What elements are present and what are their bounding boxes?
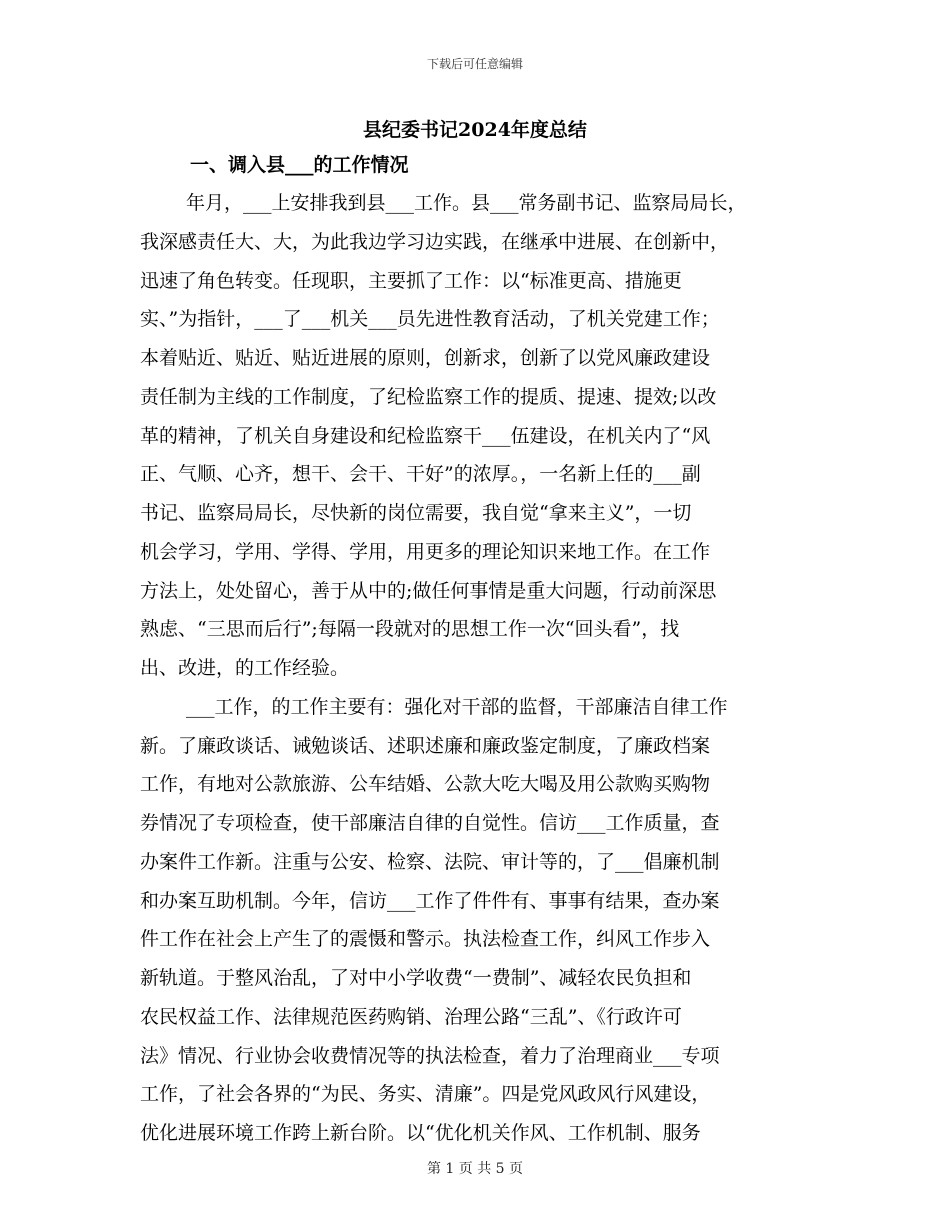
- body-line: 办案件工作新。注重与公安、检察、法院、审计等的，了___倡廉机制: [140, 850, 720, 873]
- body-line: 工作，了社会各界的“为民、务实、清廉”。四是党风政风行风建设，: [140, 1083, 711, 1106]
- header-note: 下载后可任意编辑: [426, 57, 523, 71]
- body-line: 机会学习，学用、学得、学用，用更多的理论知识来地工作。在工作: [140, 540, 711, 563]
- body-line: 迅速了角色转变。任现职，主要抓了工作：以“标准更高、措施更: [140, 269, 682, 292]
- body-line: 责任制为主线的工作制度，了纪检监察工作的提质、提速、提效;以改: [140, 385, 717, 408]
- body-line: 农民权益工作、法律规范医药购销、治理公路“三乱”、《行政许可: [140, 1005, 682, 1028]
- body-line: 革的精神，了机关自身建设和纪检监察干___伍建设，在机关内了“风: [140, 424, 711, 447]
- section-heading: 一、调入县___的工作情况: [190, 154, 409, 176]
- body-line: 熟虑、“三思而后行”;每隔一段就对的思想工作一次“回头看”，找: [140, 618, 680, 641]
- body-line: 券情况了专项检查，使干部廉洁自律的自觉性。信访___工作质量，查: [140, 812, 720, 834]
- body-line: 和办案互助机制。今年，信访___工作了件件有、事事有结果，查办案: [140, 889, 720, 912]
- body-line: 法》情况、行业协会收费情况等的执法检查，着力了治理商业___专项: [140, 1044, 720, 1067]
- body-line: 正、气顺、心齐，想干、会干、干好”的浓厚。，一名新上任的___副: [140, 463, 701, 486]
- body-line: 新轨道。于整风治乱，了对中小学收费“一费制”、减轻农民负担和: [140, 967, 692, 989]
- body-line: 书记、监察局局长，尽快新的岗位需要，我自觉“拿来主义”，一切: [140, 502, 692, 524]
- body-line: 件工作在社会上产生了的震慑和警示。执法检查工作，纠风工作步入: [140, 928, 711, 951]
- body-line: 方法上，处处留心，善于从中的;做任何事情是重大问题，行动前深思: [140, 579, 717, 602]
- body-line: 年月，___上安排我到县___工作。县___常务副书记、监察局局长，: [186, 192, 747, 214]
- body-line: 优化进展环境工作跨上新台阶。以“优化机关作风、工作机制、服务: [140, 1122, 701, 1144]
- document-title: 县纪委书记2024年度总结: [363, 119, 587, 141]
- body-line: ___工作，的工作主要有：强化对干部的监督，干部廉洁自律工作: [186, 695, 728, 718]
- body-line: 本着贴近、贴近、贴近进展的原则，创新求，创新了以党风廉政建设: [140, 347, 711, 369]
- body-line: 新。了廉政谈话、诫勉谈话、述职述廉和廉政鉴定制度，了廉政档案: [140, 734, 711, 757]
- body-line: 出、改进，的工作经验。: [140, 657, 350, 679]
- body-line: 实、”为指针，___了___机关___员先进性教育活动，了机关党建工作；: [140, 308, 720, 331]
- page-footer: 第 1 页 共 5 页: [426, 1161, 524, 1177]
- body-line: 工作，有地对公款旅游、公车结婚、公款大吃大喝及用公款购买购物: [140, 773, 711, 796]
- body-line: 我深感责任大、大，为此我边学习边实践，在继承中进展、在创新中，: [140, 230, 730, 253]
